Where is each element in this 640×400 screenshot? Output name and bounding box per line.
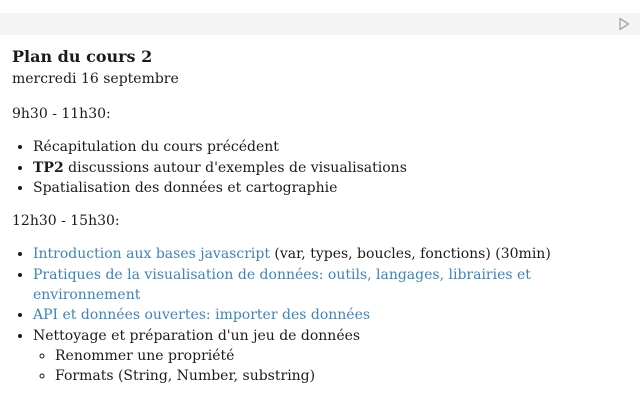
notebook-cell-output: [12, 46, 622, 387]
list-item: • Introduction aux bases javascript (var, types, boucles, fonctions) (30min): [33, 244, 622, 264]
sub-list-item: ◦ Formats (String, Number, substring): [55, 366, 622, 386]
link-api-open-data[interactable]: API et données ouvertes: importer des données: [33, 307, 371, 323]
sub-list: [33, 346, 622, 387]
session-list-afternoon: [12, 244, 622, 386]
link-javascript-basics[interactable]: Introduction aux bases javascript: [33, 246, 270, 262]
list-item: • TP2 discussions autour d'exemples de visualisations: [33, 158, 622, 178]
list-item: • Nettoyage et préparation d'un jeu de données ◦ Renommer une propriété ◦ Formats (String, Number, substring): [33, 326, 622, 387]
sub-list-item: ◦ Renommer une propriété: [55, 346, 622, 366]
page-title: Plan du cours 2: [12, 47, 153, 66]
link-dataviz-practices[interactable]: Pratiques de la visualisation de données: outils, langages, librairies et environnement: [33, 266, 531, 303]
list-item: [33, 305, 622, 325]
session-list-morning: [12, 137, 622, 198]
course-date: mercredi 16 septembre: [12, 71, 179, 87]
list-item: [33, 265, 622, 305]
session-time-morning: 9h30 - 11h30:: [12, 106, 111, 122]
list-item: • Spatialisation des données et cartographie: [33, 178, 622, 198]
list-item: • Récapitulation du cours précédent: [33, 137, 622, 157]
tp-label: TP2: [33, 159, 64, 176]
notebook-cell-toolbar: [0, 13, 640, 35]
session-time-afternoon: 12h30 - 15h30:: [12, 213, 120, 229]
play-outline-icon[interactable]: [617, 17, 631, 31]
